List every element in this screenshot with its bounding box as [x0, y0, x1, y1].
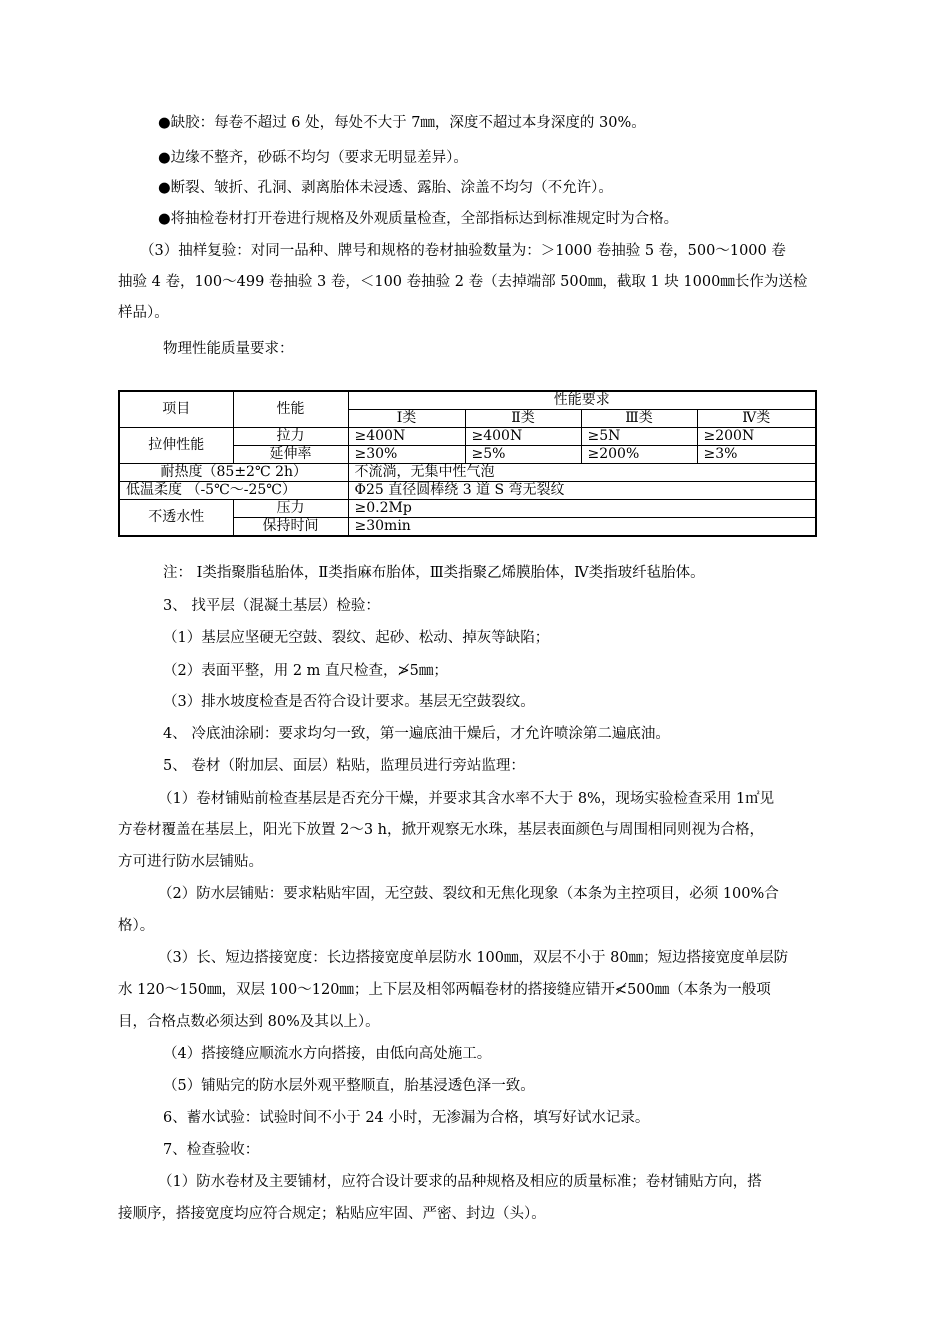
cell-heat-resistance: 耐热度（85±2℃ 2h） — [119, 464, 348, 482]
paragraph-line: 接顺序，搭接宽度均应符合规定；粘贴应牢固、严密、封边（头）。 — [118, 1206, 546, 1222]
cell-value: ≥5% — [465, 446, 581, 464]
cell-value: ≥200% — [581, 446, 697, 464]
paragraph-line: （3）长、短边搭接宽度：长边搭接宽度单层防水 100㎜，双层不小于 80㎜；短边搭接宽度单层防 — [158, 950, 789, 966]
paragraph-line: 水 120～150㎜，双层 100～120㎜；上下层及相邻两幅卷材的搭接缝应错开≮500㎜（本条为一般项 — [118, 982, 771, 998]
paragraph-line: 格）。 — [118, 918, 155, 934]
list-item: （3）排水坡度检查是否符合设计要求。基层无空鼓裂纹。 — [163, 694, 535, 710]
bullet-inspection: ●将抽检卷材打开卷进行规格及外观质量检查，全部指标达到标准规定时为合格。 — [158, 211, 679, 227]
section-heading: 3、 找平层（混凝土基层）检验： — [163, 598, 380, 614]
paragraph-line: （2）防水层铺贴：要求粘贴牢固，无空鼓、裂纹和无焦化现象（本条为主控项目，必须 100%合 — [158, 886, 779, 902]
cell-pressure: 压力 — [233, 500, 348, 518]
paragraph-line: 目，合格点数必须达到 80%及其以上）。 — [118, 1014, 380, 1030]
sampling-paragraph-line: 抽验 4 卷，100～499 卷抽验 3 卷，＜100 卷抽验 2 卷（去掉端部 500㎜，截取 1 块 1000㎜长作为送检 — [118, 274, 808, 290]
cell-hold-value: ≥30min — [348, 518, 816, 537]
table-caption: 物理性能质量要求： — [163, 341, 294, 357]
cell-hold-time: 保持时间 — [233, 518, 348, 537]
section-heading: 6、蓄水试验：试验时间不小于 24 小时，无渗漏为合格，填写好试水记录。 — [163, 1110, 650, 1126]
table-row — [119, 464, 816, 482]
cell-value: ≥200N — [697, 428, 816, 446]
table-note: 注： Ⅰ类指聚脂毡胎体，Ⅱ类指麻布胎体，Ⅲ类指聚乙烯膜胎体，Ⅳ类指玻纤毡胎体。 — [163, 565, 705, 581]
sampling-paragraph-line: 样品）。 — [118, 305, 169, 321]
physical-performance-table — [118, 390, 817, 537]
table-row — [119, 391, 816, 410]
header-class-4: Ⅳ类 — [697, 410, 816, 428]
cell-low-temp-flex: 低温柔度 （-5℃～-25℃） — [119, 482, 348, 500]
header-class-1: Ⅰ类 — [348, 410, 465, 428]
cell-value: ≥5N — [581, 428, 697, 446]
cell-value: ≥30% — [348, 446, 465, 464]
header-property: 性能 — [233, 391, 348, 428]
table-row — [119, 500, 816, 518]
cell-value: ≥400N — [348, 428, 465, 446]
cell-pull: 拉力 — [233, 428, 348, 446]
cell-elongation: 延伸率 — [233, 446, 348, 464]
list-item: （1）基层应坚硬无空鼓、裂纹、起砂、松动、掉灰等缺陷； — [163, 630, 550, 646]
section-heading: 4、 冷底油涂刷：要求均匀一致，第一遍底油干燥后，才允许喷涂第二遍底油。 — [163, 726, 670, 742]
header-requirement: 性能要求 — [348, 391, 816, 410]
bullet-uneven-edges: ●边缘不整齐，砂砾不均匀（要求无明显差异）。 — [158, 150, 468, 166]
table-row — [119, 428, 816, 446]
paragraph-line: 方可进行防水层铺贴。 — [118, 854, 263, 870]
list-item: （4）搭接缝应顺流水方向搭接，由低向高处施工。 — [163, 1046, 492, 1062]
cell-value: ≥400N — [465, 428, 581, 446]
bullet-missing-glue: ●缺胶：每卷不超过 6 处，每处不大于 7㎜，深度不超过本身深度的 30%。 — [158, 115, 646, 131]
header-class-3: Ⅲ类 — [581, 410, 697, 428]
header-class-2: Ⅱ类 — [465, 410, 581, 428]
paragraph-line: （1）防水卷材及主要铺材，应符合设计要求的品种规格及相应的质量标准；卷材铺贴方向，搭 — [158, 1174, 762, 1190]
list-item: （2）表面平整，用 2 m 直尺检查，≯5㎜； — [163, 663, 448, 679]
paragraph-line: （1）卷材铺贴前检查基层是否充分干燥，并要求其含水率不大于 8%，现场实验检查采用 1㎡见 — [158, 791, 775, 807]
table-row — [119, 482, 816, 500]
cell-pressure-value: ≥0.2Mp — [348, 500, 816, 518]
cell-heat-value: 不流淌，无集中性气泡 — [348, 464, 816, 482]
section-heading: 7、检查验收： — [163, 1142, 260, 1158]
cell-low-temp-value: Φ25 直径圆棒绕 3 道 S 弯无裂纹 — [348, 482, 816, 500]
cell-value: ≥3% — [697, 446, 816, 464]
header-item: 项目 — [119, 391, 233, 428]
cell-impermeability: 不透水性 — [119, 500, 233, 537]
cell-tensile: 拉伸性能 — [119, 428, 233, 464]
sampling-paragraph-line: （3）抽样复验：对同一品种、牌号和规格的卷材抽验数量为：＞1000 卷抽验 5 卷，500～1000 卷 — [140, 243, 786, 259]
paragraph-line: 方卷材覆盖在基层上，阳光下放置 2～3 h，掀开观察无水珠，基层表面颜色与周围相同则视为合格， — [118, 822, 765, 838]
bullet-fractures: ●断裂、皱折、孔洞、剥离胎体未浸透、露胎、涂盖不均匀（不允许）。 — [158, 180, 613, 196]
section-heading: 5、 卷材（附加层、面层）粘贴，监理员进行旁站监理： — [163, 758, 525, 774]
list-item: （5）铺贴完的防水层外观平整顺直，胎基浸透色泽一致。 — [163, 1078, 535, 1094]
